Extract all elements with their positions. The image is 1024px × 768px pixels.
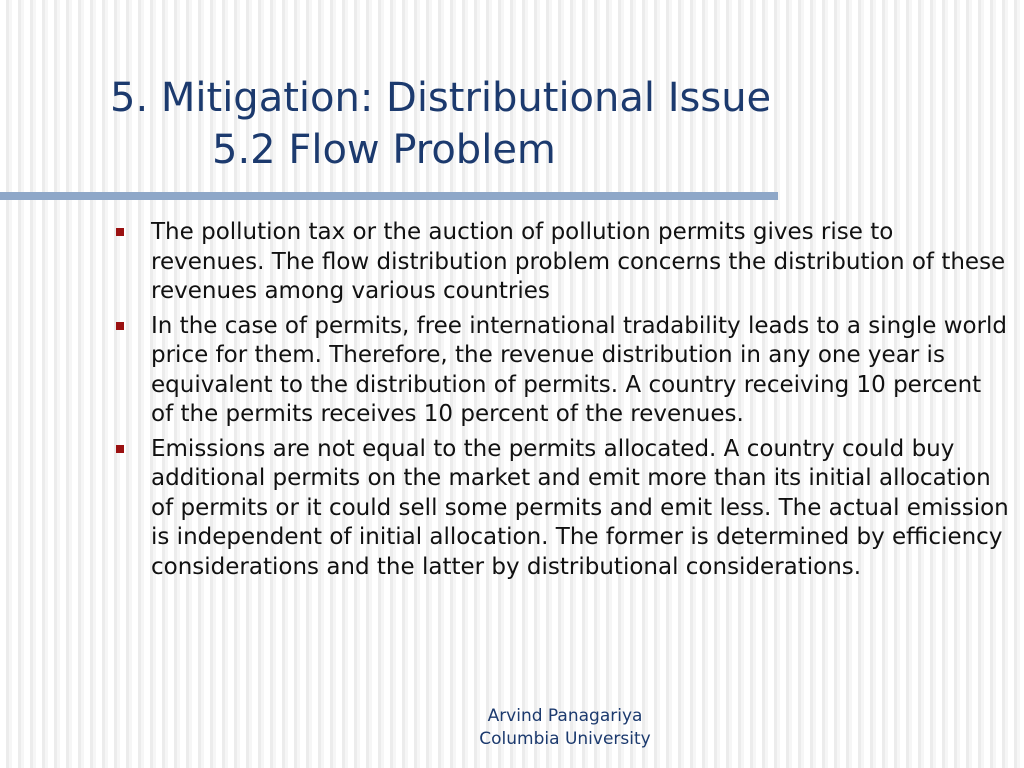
bullet-item — [110, 435, 1010, 583]
bullet-text: In the case of permits, free international tradability leads to a single world price for them. Therefore, the revenue distribution in any one year is equivalent to the distribution of permits. A country receiving 10 percent of the permits receives 10 percent of the revenues. — [151, 312, 1008, 427]
square-bullet-icon — [116, 228, 124, 236]
bullet-list — [110, 218, 1010, 587]
square-bullet-icon — [116, 445, 124, 453]
slide-title-line2: 5.2 Flow Problem — [212, 127, 556, 173]
slide-footer — [420, 705, 710, 751]
bullet-text: The pollution tax or the auction of pollution permits gives rise to revenues. The flow distribution problem concerns the distribution of these revenues among various countries — [151, 219, 1006, 304]
bullet-item — [110, 218, 1010, 307]
title-divider — [0, 192, 778, 200]
slide-title-line1: 5. Mitigation: Distributional Issue — [110, 75, 772, 121]
bullet-item — [110, 312, 1010, 430]
footer-affiliation: Columbia University — [479, 729, 651, 749]
footer-author: Arvind Panagariya — [487, 706, 643, 726]
bullet-text: Emissions are not equal to the permits allocated. A country could buy additional permits on the market and emit more than its initial allocation of permits or it could sell some permits and emit less. The actual emission is independent of initial allocation. The former is determined by efficiency considerations and the latter by distributional considerations. — [151, 435, 1009, 580]
square-bullet-icon — [116, 322, 124, 330]
slide-title — [110, 72, 771, 176]
